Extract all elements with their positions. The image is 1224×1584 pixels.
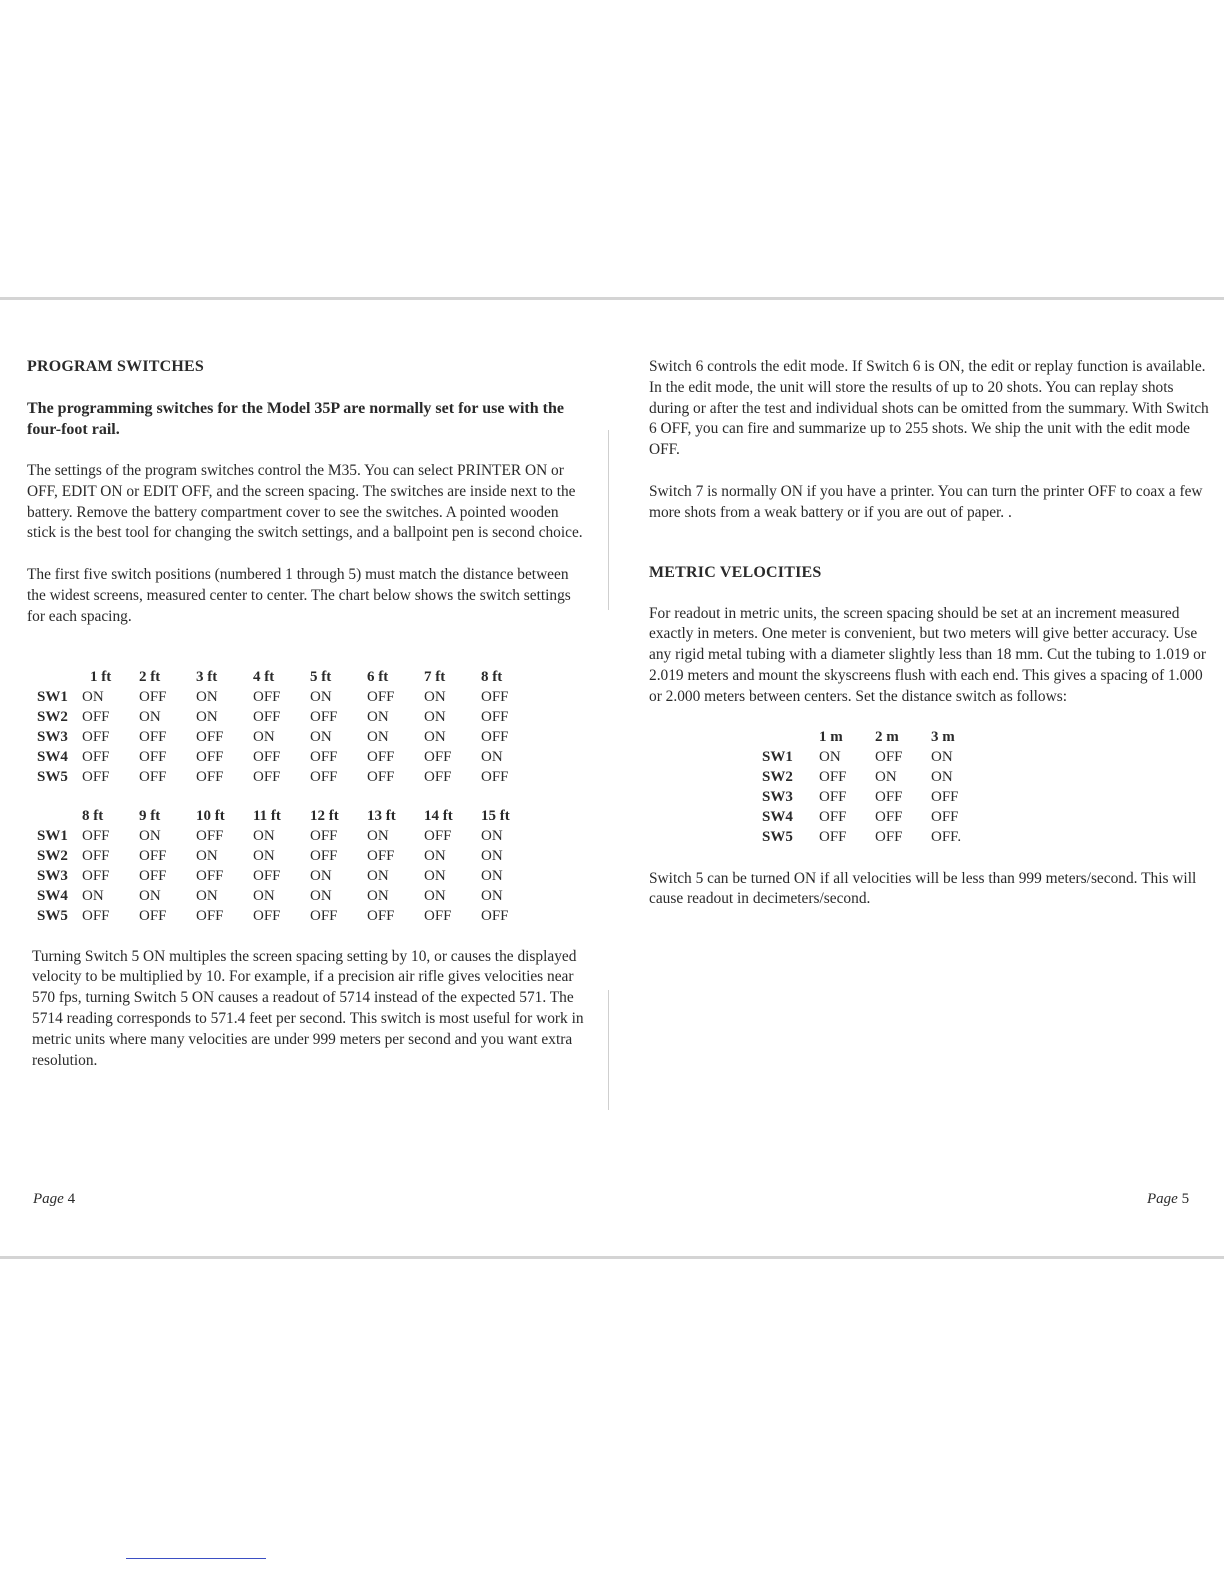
column-header: 8 ft xyxy=(481,669,503,686)
table-cell: OFF xyxy=(253,689,281,706)
table-cell: ON xyxy=(424,729,446,746)
column-header: 2 m xyxy=(875,729,899,746)
table-cell: ON xyxy=(424,709,446,726)
table-cell: OFF xyxy=(481,709,509,726)
column-header: 14 ft xyxy=(424,808,453,825)
table-cell: ON xyxy=(253,729,275,746)
page-number-value: 4 xyxy=(67,1191,76,1207)
corner-cell xyxy=(37,807,82,827)
table-cell: ON xyxy=(481,848,503,865)
table-cell: OFF xyxy=(82,729,110,746)
column-header: 13 ft xyxy=(367,808,396,825)
table-cell: OFF xyxy=(196,828,224,845)
section-heading-metric-velocities: METRIC VELOCITIES xyxy=(649,563,822,581)
table-cell: OFF xyxy=(82,709,110,726)
table-cell: OFF xyxy=(481,769,509,786)
gutter-shadow xyxy=(608,430,609,610)
column-header: 10 ft xyxy=(196,808,225,825)
table-cell: OFF xyxy=(819,829,847,846)
column-header: 8 ft xyxy=(82,808,104,825)
table-cell: ON xyxy=(481,828,503,845)
table-cell: OFF xyxy=(310,769,338,786)
table-cell: OFF xyxy=(196,749,224,766)
table-cell: ON xyxy=(424,848,446,865)
table-cell: ON xyxy=(310,689,332,706)
table-cell: OFF xyxy=(196,908,224,925)
column-header: 3 m xyxy=(931,729,955,746)
column-header: 1 m xyxy=(819,729,843,746)
table-cell: OFF xyxy=(139,689,167,706)
table-cell: ON xyxy=(139,888,161,905)
table-header-row xyxy=(762,728,987,748)
table-row xyxy=(37,887,538,907)
table-cell: OFF xyxy=(310,749,338,766)
column-header: 7 ft xyxy=(424,669,446,686)
table-cell: OFF xyxy=(367,848,395,865)
corner-cell xyxy=(37,668,82,688)
table-cell: OFF xyxy=(481,908,509,925)
table-cell: OFF xyxy=(253,908,281,925)
column-header: 11 ft xyxy=(253,808,281,825)
table-row xyxy=(37,768,538,788)
table-cell: OFF xyxy=(253,769,281,786)
row-label: SW5 xyxy=(762,829,793,846)
table-cell: ON xyxy=(367,868,389,885)
table-cell: ON xyxy=(481,868,503,885)
bottom-page-edge xyxy=(0,1256,1224,1259)
table-cell: OFF xyxy=(481,729,509,746)
table-cell: ON xyxy=(196,848,218,865)
table-cell: ON xyxy=(931,769,953,786)
table-cell: OFF xyxy=(139,729,167,746)
table-cell: OFF xyxy=(139,868,167,885)
table-cell: OFF xyxy=(196,729,224,746)
row-label: SW4 xyxy=(37,749,68,766)
table-row xyxy=(762,828,987,848)
row-label: SW3 xyxy=(762,789,793,806)
page-label: Page xyxy=(33,1191,64,1207)
table-cell: OFF xyxy=(367,689,395,706)
paragraph: The settings of the program switches control the M35. You can select PRINTER ON or OFF, EDIT ON or EDIT OFF, and the screen spacing. The switches are inside next to the battery. Remove the battery compartment cover to see the switches. A pointed wooden stick is the best tool for changing the switch settings, and a ballpoint pen is second choice. xyxy=(27,462,583,542)
row-label: SW4 xyxy=(762,809,793,826)
table-cell: OFF xyxy=(367,769,395,786)
switch-table-meters xyxy=(762,728,987,848)
table-cell: ON xyxy=(424,888,446,905)
table-cell: OFF xyxy=(481,689,509,706)
table-row xyxy=(37,728,538,748)
table-cell: OFF xyxy=(819,809,847,826)
table-cell: ON xyxy=(310,868,332,885)
table-cell: OFF xyxy=(310,848,338,865)
table-cell: ON xyxy=(481,888,503,905)
table-cell: OFF xyxy=(875,829,903,846)
paragraph: Switch 5 can be turned ON if all velocities will be less than 999 meters/second. This will cause readout in decimeters/second. xyxy=(649,869,1197,908)
table-cell: ON xyxy=(253,828,275,845)
table-cell: ON xyxy=(481,749,503,766)
top-page-edge xyxy=(0,297,1224,300)
table-cell: OFF xyxy=(310,828,338,845)
row-label: SW1 xyxy=(37,828,68,845)
row-label: SW2 xyxy=(37,709,68,726)
table-cell: ON xyxy=(931,749,953,766)
paragraph: The first five switch positions (numbered 1 through 5) must match the distance between the widest screens, measured center to center. The chart below shows the switch settings for each spacing. xyxy=(27,566,571,625)
table-cell: OFF xyxy=(424,908,452,925)
table-cell: ON xyxy=(253,888,275,905)
table-cell: ON xyxy=(424,689,446,706)
page-number-value: 5 xyxy=(1181,1191,1190,1207)
table-cell: OFF xyxy=(931,789,959,806)
left-page xyxy=(27,358,587,1071)
column-header: 4 ft xyxy=(253,669,275,686)
table-cell: ON xyxy=(367,888,389,905)
column-header: 6 ft xyxy=(367,669,389,686)
paragraph: For readout in metric units, the screen spacing should be set at an increment measured exactly in meters. One meter is convenient, but two meters will give better accuracy. Use any rigid metal tubing with a diameter slightly less than 18 mm. Cut the tubing to 1.019 or 2.019 meters and mount the skyscreens flush with each end. This gives a spacing of 1.000 or 2.000 meters between centers. Set the distance switch as follows: xyxy=(649,604,1206,705)
table-cell: ON xyxy=(139,828,161,845)
table-cell: OFF xyxy=(367,908,395,925)
column-header: 2 ft xyxy=(139,669,161,686)
table-cell: OFF xyxy=(253,749,281,766)
table-cell: OFF xyxy=(82,868,110,885)
table-cell: OFF xyxy=(253,868,281,885)
table-cell: OFF xyxy=(310,709,338,726)
table-cell: ON xyxy=(367,828,389,845)
column-header: 12 ft xyxy=(310,808,339,825)
table-row xyxy=(37,827,538,847)
table-cell: ON xyxy=(367,729,389,746)
table-cell: OFF. xyxy=(931,829,962,846)
table-cell: ON xyxy=(819,749,841,766)
table-cell: OFF xyxy=(139,848,167,865)
gutter-shadow xyxy=(608,990,609,1110)
row-label: SW1 xyxy=(762,749,793,766)
table-cell: OFF xyxy=(424,749,452,766)
table-cell: ON xyxy=(196,689,218,706)
table-header-row xyxy=(37,807,538,827)
paragraph: Switch 7 is normally ON if you have a printer. You can turn the printer OFF to coax a few more shots from a weak battery or if you are out of paper. . xyxy=(649,482,1203,521)
column-header: 5 ft xyxy=(310,669,332,686)
table-cell: ON xyxy=(139,709,161,726)
table-cell: OFF xyxy=(139,908,167,925)
table-row xyxy=(762,808,987,828)
page-number-right xyxy=(1147,1191,1189,1208)
table-row xyxy=(37,748,538,768)
paragraph: Switch 6 controls the edit mode. If Switch 6 is ON, the edit or replay function is available. In the edit mode, the unit will store the results of up to 20 shots. You can replay shots during or after the test and individual shots can be omitted from the summary. With Switch 6 OFF, you can fire and summarize up to 255 shots. We ship the unit with the edit mode OFF. xyxy=(649,358,1209,459)
table-cell: OFF xyxy=(819,769,847,786)
row-label: SW5 xyxy=(37,769,68,786)
paragraph: Turning Switch 5 ON multiples the screen spacing setting by 10, or causes the displayed velocity to be multiplied by 10. For example, if a precision air rifle gives velocities near 570 fps, turning Switch 5 ON causes a readout of 5714 instead of the expected 571. The 5714 reading corresponds to 571.4 feet per second. This switch is most useful for work in metric units where many velocities are under 999 meters per second and you want extra resolution. xyxy=(32,947,584,1069)
table-cell: OFF xyxy=(196,769,224,786)
column-header: 1 ft xyxy=(90,669,112,686)
page-number-left xyxy=(33,1191,75,1208)
table-cell: OFF xyxy=(196,868,224,885)
row-label: SW4 xyxy=(37,888,68,905)
table-cell: ON xyxy=(196,888,218,905)
table-cell: OFF xyxy=(931,809,959,826)
section-heading-program-switches: PROGRAM SWITCHES xyxy=(27,358,204,375)
table-cell: OFF xyxy=(139,749,167,766)
table-cell: OFF xyxy=(875,809,903,826)
table-row xyxy=(762,768,987,788)
table-cell: OFF xyxy=(424,828,452,845)
corner-cell xyxy=(762,728,819,748)
table-cell: OFF xyxy=(82,749,110,766)
page-label: Page xyxy=(1147,1191,1178,1207)
table-row xyxy=(37,847,538,867)
row-label: SW2 xyxy=(37,848,68,865)
table-cell: ON xyxy=(253,848,275,865)
table-cell: OFF xyxy=(819,789,847,806)
table-row xyxy=(37,688,538,708)
table-cell: OFF xyxy=(310,908,338,925)
table-row xyxy=(762,788,987,808)
row-label: SW3 xyxy=(37,729,68,746)
table-cell: ON xyxy=(310,888,332,905)
scan-artifact-line xyxy=(126,1558,266,1559)
table-header-row xyxy=(37,668,538,688)
table-cell: ON xyxy=(367,709,389,726)
table-cell: ON xyxy=(196,709,218,726)
table-cell: ON xyxy=(82,689,104,706)
table-cell: OFF xyxy=(82,908,110,925)
table-cell: OFF xyxy=(139,769,167,786)
row-label: SW2 xyxy=(762,769,793,786)
table-row xyxy=(762,748,987,768)
row-label: SW5 xyxy=(37,908,68,925)
table-cell: ON xyxy=(82,888,104,905)
table-cell: ON xyxy=(424,868,446,885)
table-cell: OFF xyxy=(875,749,903,766)
table-cell: OFF xyxy=(82,828,110,845)
row-label: SW1 xyxy=(37,689,68,706)
table-row xyxy=(37,708,538,728)
table-row xyxy=(37,907,538,927)
table-cell: ON xyxy=(310,729,332,746)
table-cell: OFF xyxy=(424,769,452,786)
table-cell: OFF xyxy=(253,709,281,726)
column-header: 9 ft xyxy=(139,808,161,825)
column-header: 15 ft xyxy=(481,808,510,825)
table-cell: OFF xyxy=(367,749,395,766)
row-label: SW3 xyxy=(37,868,68,885)
table-cell: OFF xyxy=(82,848,110,865)
table-cell: OFF xyxy=(875,789,903,806)
column-header: 3 ft xyxy=(196,669,218,686)
lead-paragraph: The programming switches for the Model 35P are normally set for use with the four-foot rail. xyxy=(27,400,564,438)
table-cell: OFF xyxy=(82,769,110,786)
right-page xyxy=(649,357,1209,910)
table-cell: ON xyxy=(875,769,897,786)
switch-table-feet-8-15 xyxy=(37,807,538,927)
table-row xyxy=(37,867,538,887)
switch-table-feet-1-8 xyxy=(37,668,538,788)
